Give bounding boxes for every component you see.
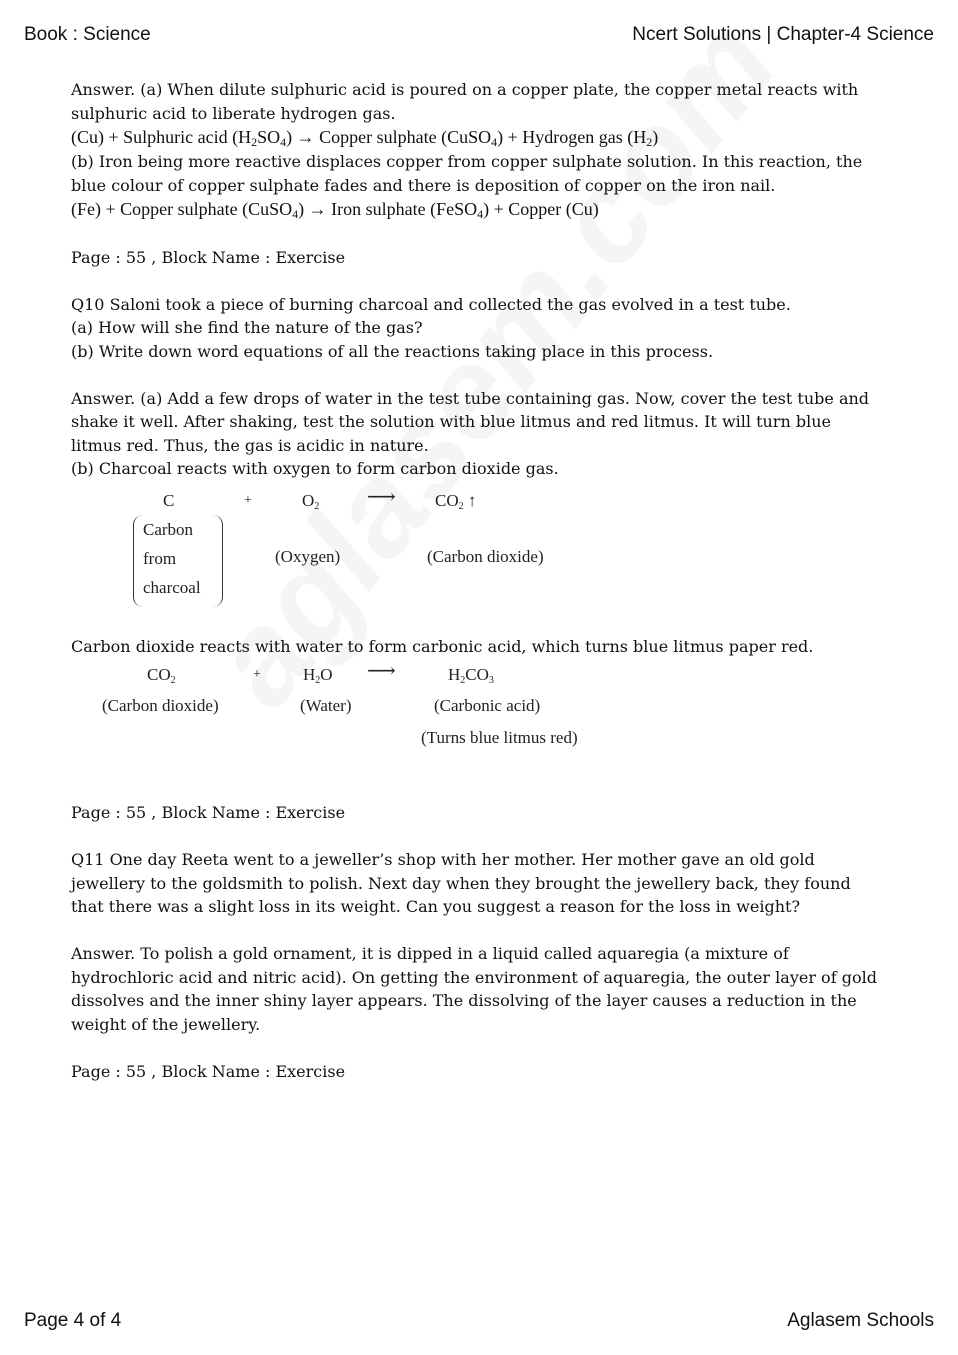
q10-middle-text: Carbon dioxide reacts with water to form carbonic acid, which turns blue litmus paper red. [71,636,814,656]
header-chapter: Ncert Solutions | Chapter-4 Science [632,24,934,45]
label-carbon: Carbon [143,519,194,539]
arrow-icon: ⟶ [367,660,396,682]
formula-h2o: $H_2O$ [303,665,333,686]
q9-answer-a: Answer. (a) When dilute sulphuric acid is poured on a copper plate, the copper metal reacts with sulphuric acid to liberate hydrogen gas. [71,80,859,123]
label-charcoal: charcoal [143,577,201,597]
q9-answer-b: (b) Iron being more reactive displaces copper from copper sulphate solution. In this reaction, the blue colour of copper sulphate fades and there is deposition of copper on the iron nail. [71,152,863,195]
page-ref: Page : 55 , Block Name : Exercise [71,247,346,267]
page-ref: Page : 55 , Block Name : Exercise [71,803,346,822]
label-oxygen: (Oxygen) [275,546,341,566]
reaction-carbon-oxygen [71,481,886,621]
q10-question: Q10 Saloni took a piece of burning charcoal and collected the gas evolved in a test tube. [71,294,791,314]
formula-co2: $CO_2$ [147,665,176,686]
q10-answer-a: Answer. (a) Add a few drops of water in the test tube containing gas. Now, cover the test tube and shake it well. After shaking, test the solution with blue litmus and red litmus. It will turn blue litmus red. Thus, the gas is acidic in nature. [71,388,870,455]
page-footer [24,1310,934,1332]
formula-co2: $CO_2$ ↑ [435,490,477,512]
reaction-co2-water [71,658,886,778]
q10-part-b: (b) Write down word equations of all the reactions taking place in this process. [71,341,714,361]
q10-part-a: (a) How will she find the nature of the gas? [71,318,423,337]
page-ref: Page : 55 , Block Name : Exercise [71,1061,346,1081]
page-content [71,78,886,1083]
label-carbon-dioxide: (Carbon dioxide) [427,546,544,566]
formula-o2: $O_2$ [302,490,320,512]
header-book: Book : Science [24,24,151,45]
q10-answer-b: (b) Charcoal reacts with oxygen to form carbon dioxide gas. [71,459,559,478]
plus-sign: + [253,667,261,682]
label-water: (Water) [300,696,352,715]
arrow-icon: ⟶ [367,485,396,508]
label-turns-litmus: (Turns blue litmus red) [421,728,578,747]
label-carbonic-acid: (Carbonic acid) [434,696,541,715]
label-from: from [143,548,177,568]
formula-h2co3: $H_2CO_3$ [448,665,494,686]
symbol-c: C [163,490,175,510]
footer-page-number: Page 4 of 4 [24,1310,122,1331]
page-header [24,24,934,46]
equation-copper-acid: (Cu) + Sulphuric acid $(H_2SO_4)$ → Copper sulphate (CuSO$_4$) + Hydrogen gas $(H_2)$ [71,127,659,149]
q11-question: Q11 One day Reeta went to a jeweller’s shop with her mother. Her mother gave an old gold jewellery to the goldsmith to polish. Next day when they brought the jewellery back, they found that there was a slight loss in its weight. Can you suggest a reason for the loss in weight? [71,850,851,916]
equation-iron-copper: (Fe) + Copper sulphate (CuSO$_4$) → Iron sulphate (FeSO$_4$) + Copper (Cu) [71,199,599,221]
footer-publisher: Aglasem Schools [787,1310,934,1331]
plus-sign: + [244,492,252,508]
q11-answer: Answer. To polish a gold ornament, it is dipped in a liquid called aquaregia (a mixture of hydrochloric acid and nitric acid). On getting the environment of aquaregia, the outer layer of gold dissolves and the inner shiny layer appears. The dissolving of the layer causes a reduction in the weight of the jewellery. [71,944,877,1034]
label-carbon-dioxide: (Carbon dioxide) [102,696,219,715]
